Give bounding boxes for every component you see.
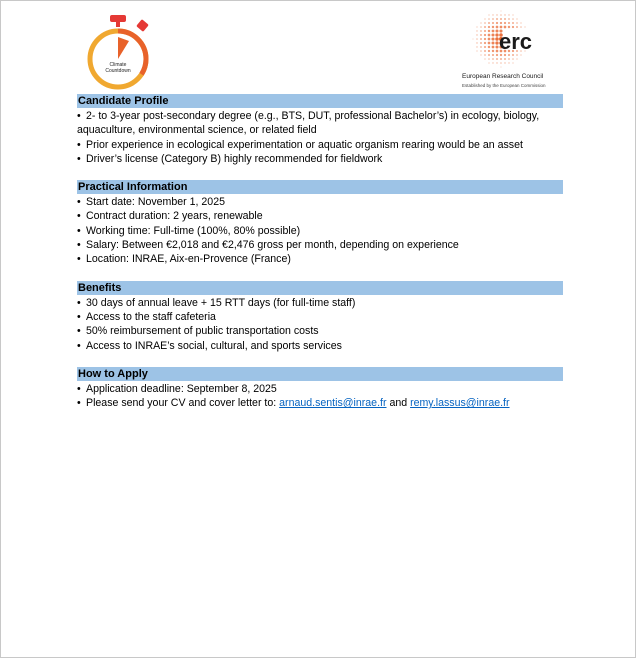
erc-dot xyxy=(508,22,510,24)
list-item xyxy=(77,224,563,238)
erc-dot xyxy=(484,26,486,28)
erc-dot xyxy=(480,46,482,48)
list-item xyxy=(77,195,563,209)
erc-dot xyxy=(472,38,473,39)
erc-dot xyxy=(492,46,495,49)
erc-dot xyxy=(492,18,494,20)
list-item xyxy=(77,109,563,138)
erc-dot xyxy=(476,46,477,47)
erc-dot xyxy=(512,62,513,63)
erc-dot xyxy=(476,50,477,51)
erc-dot xyxy=(492,58,494,60)
bullet: • xyxy=(77,152,81,165)
bullet: • xyxy=(77,325,81,338)
list-item-text: Prior experience in ecological experimentation or aquatic organism rearing would be an asset xyxy=(86,138,523,151)
erc-dot xyxy=(508,62,509,63)
section-practical-information xyxy=(77,180,563,266)
erc-dot xyxy=(500,66,501,67)
erc-dot xyxy=(476,26,477,27)
document-content xyxy=(77,94,563,424)
erc-dot xyxy=(484,34,486,36)
erc-dot xyxy=(476,34,477,35)
erc-dot xyxy=(492,14,493,15)
send-instructions: Please send your CV and cover letter to: xyxy=(86,397,280,410)
erc-dot xyxy=(500,10,501,11)
bullet: • xyxy=(77,239,81,252)
erc-dot xyxy=(496,54,498,56)
erc-dot xyxy=(484,22,486,24)
list-item xyxy=(77,382,563,396)
bullet: • xyxy=(77,110,81,122)
section-title: Practical Information xyxy=(77,180,563,194)
erc-dot xyxy=(491,37,494,40)
erc-dot xyxy=(516,18,517,19)
erc-dot xyxy=(524,26,525,27)
list-item xyxy=(77,152,563,166)
erc-dot xyxy=(484,18,485,19)
erc-dot xyxy=(480,34,482,36)
erc-dot xyxy=(492,30,495,33)
erc-wordmark: erc xyxy=(499,29,533,54)
erc-full-name: European Research Council xyxy=(462,73,544,80)
conjunction: and xyxy=(386,397,411,410)
erc-dot xyxy=(488,18,490,20)
list-item-text: Working time: Full-time (100%, 80% possible) xyxy=(86,224,301,237)
erc-dot xyxy=(476,38,478,40)
bullet-list xyxy=(77,296,563,353)
erc-dot xyxy=(496,62,497,63)
erc-dot xyxy=(491,33,494,36)
erc-dot xyxy=(480,38,482,40)
erc-dot xyxy=(484,30,486,32)
logo-text-line1: Climate xyxy=(109,62,127,68)
erc-dot xyxy=(512,14,513,15)
erc-dot xyxy=(496,22,498,24)
list-item xyxy=(77,339,563,353)
erc-dot xyxy=(504,62,505,63)
erc-dot xyxy=(492,54,494,56)
erc-dot xyxy=(512,26,514,28)
erc-dot xyxy=(512,18,514,20)
email-link-arnaud[interactable]: arnaud.sentis@inrae.fr xyxy=(279,397,387,410)
erc-dot xyxy=(480,30,482,32)
erc-dot xyxy=(476,30,477,31)
erc-dot xyxy=(480,42,482,44)
logo-text-line2: Countdown xyxy=(105,68,131,74)
erc-dot xyxy=(496,58,498,60)
list-item xyxy=(77,209,563,223)
erc-dot xyxy=(496,14,497,15)
list-item-text: 2- to 3-year post-secondary degree (e.g., BTS, DUT, professional Bachelor’s) in ecology, biology, aquaculture, environmental science, or related field xyxy=(77,110,540,137)
bullet: • xyxy=(77,196,81,209)
erc-dot xyxy=(500,18,502,20)
section-title: Candidate Profile xyxy=(77,94,563,108)
erc-dot xyxy=(491,41,494,44)
erc-dot xyxy=(496,50,499,53)
erc-dot xyxy=(492,26,494,28)
bullet: • xyxy=(77,382,81,395)
list-item xyxy=(77,138,563,152)
section-how-to-apply xyxy=(77,367,563,411)
erc-dot xyxy=(484,58,485,59)
climate-countdown-logo xyxy=(85,13,151,91)
erc-subtitle: Established by the European Commission xyxy=(462,83,546,88)
erc-dot xyxy=(508,26,510,28)
application-deadline: Application deadline: September 8, 2025 xyxy=(86,382,277,395)
list-item-text: Access to the staff cafeteria xyxy=(86,310,216,323)
erc-dot xyxy=(488,26,490,28)
bullet: • xyxy=(77,138,81,151)
stopwatch-icon xyxy=(85,13,151,91)
bullet: • xyxy=(77,210,81,223)
erc-dot xyxy=(476,42,477,43)
erc-dot xyxy=(484,38,486,40)
bullet-list xyxy=(77,195,563,266)
section-title: How to Apply xyxy=(77,367,563,381)
erc-dot xyxy=(488,54,490,56)
erc-dot xyxy=(484,42,486,44)
list-item xyxy=(77,238,563,252)
list-item-text: Start date: November 1, 2025 xyxy=(86,196,225,209)
erc-dot xyxy=(488,50,490,52)
erc-dot xyxy=(488,34,491,37)
erc-dot xyxy=(504,26,507,29)
erc-dot xyxy=(488,22,490,24)
erc-dot xyxy=(496,26,499,29)
erc-dot xyxy=(488,46,490,48)
list-item-text: 50% reimbursement of public transportation costs xyxy=(86,325,319,338)
list-item xyxy=(77,396,563,410)
erc-dot xyxy=(488,62,489,63)
erc-dot xyxy=(488,58,490,60)
bullet: • xyxy=(77,224,81,237)
erc-dot xyxy=(504,14,505,15)
erc-dot xyxy=(488,38,491,41)
erc-dot xyxy=(500,58,502,60)
erc-dot xyxy=(508,18,510,20)
list-item-text: Access to INRAE’s social, cultural, and sports services xyxy=(86,339,342,352)
erc-dot xyxy=(500,14,502,16)
erc-dot xyxy=(516,26,518,28)
list-item xyxy=(77,310,563,324)
erc-dot xyxy=(508,58,510,60)
bullet: • xyxy=(77,397,81,410)
list-item xyxy=(77,296,563,310)
erc-dot xyxy=(500,26,503,29)
erc-dot xyxy=(488,14,489,15)
erc-dot xyxy=(480,22,481,23)
erc-dot xyxy=(488,42,491,45)
bullet: • xyxy=(77,296,81,309)
bullet: • xyxy=(77,310,81,323)
erc-dot xyxy=(500,22,502,24)
erc-dot xyxy=(480,54,481,55)
erc-dot xyxy=(516,58,517,59)
erc-dot xyxy=(504,58,506,60)
erc-dot xyxy=(484,46,486,48)
erc-dot xyxy=(512,58,514,60)
bullet-list xyxy=(77,109,563,166)
erc-dot xyxy=(480,26,482,28)
bullet: • xyxy=(77,253,81,266)
erc-dot xyxy=(512,22,514,24)
erc-dot xyxy=(508,14,509,15)
list-item-text: Location: INRAE, Aix-en-Provence (France) xyxy=(86,253,291,266)
erc-dot xyxy=(492,62,493,63)
erc-dot xyxy=(504,18,506,20)
list-item-text: Salary: Between €2,018 and €2,476 gross per month, depending on experience xyxy=(86,239,459,252)
list-item-text: 30 days of annual leave + 15 RTT days (for full-time staff) xyxy=(86,296,356,309)
email-link-remy[interactable]: remy.lassus@inrae.fr xyxy=(410,397,510,410)
erc-dot xyxy=(500,62,502,64)
list-item xyxy=(77,252,563,266)
erc-dot xyxy=(484,54,486,56)
section-benefits xyxy=(77,281,563,353)
section-title: Benefits xyxy=(77,281,563,295)
section-candidate-profile xyxy=(77,94,563,166)
erc-dot xyxy=(484,50,486,52)
erc-dot xyxy=(488,30,490,32)
list-item xyxy=(77,324,563,338)
erc-dot xyxy=(492,50,494,52)
erc-dot xyxy=(496,18,498,20)
erc-dot xyxy=(520,26,522,28)
bullet-list xyxy=(77,382,563,411)
erc-logo xyxy=(459,7,579,93)
list-item-text: Contract duration: 2 years, renewable xyxy=(86,210,263,223)
erc-dot xyxy=(516,22,518,24)
erc-dot xyxy=(520,22,521,23)
list-item-text: Driver’s license (Category B) highly recommended for fieldwork xyxy=(86,152,383,165)
climate-countdown-wordmark xyxy=(99,62,137,74)
erc-dot xyxy=(504,22,506,24)
bullet: • xyxy=(77,339,81,352)
erc-dot xyxy=(492,22,494,24)
erc-dot xyxy=(480,50,482,52)
